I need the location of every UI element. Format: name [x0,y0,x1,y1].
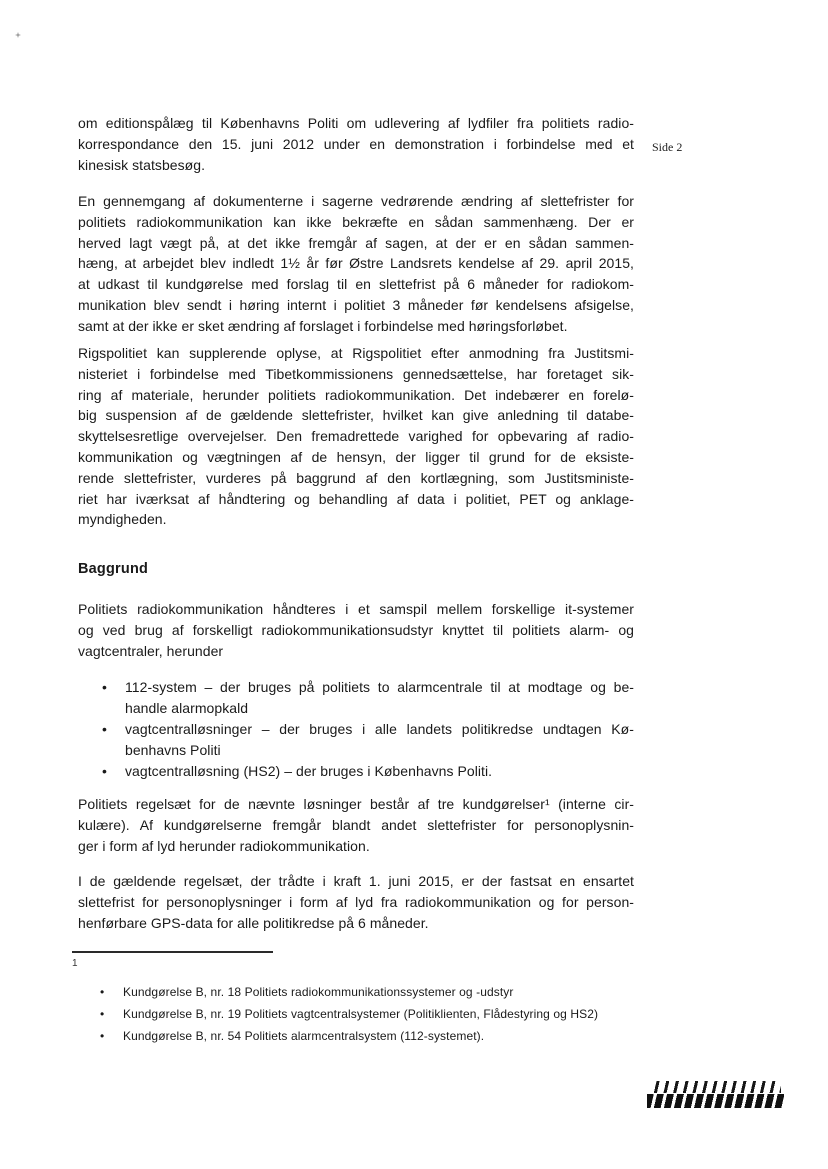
footnote-item-text: Kundgørelse B, nr. 54 Politiets alarmcentralsystem (112-systemet). [123,1029,485,1043]
list-item-text: • vagtcentralløsning (HS2) – der bruges i Københavns Politi. [125,763,493,779]
paragraph-edition-order: om editionspålæg til Københavns Politi om udlevering af lydfiler fra politiets radio- korrespondance den 15. juni 2012 under en demonstration i forbindelse med et kinesisk statsbesøg. [78,115,634,173]
paragraph-deletion-deadline: I de gældende regelsæt, der trådte i kraft 1. juni 2015, er der fastsat en ensartet slettefrist for personoplysninger i form af lyd fra radiokommunikation og for person- henførbare GPS-data for alle politikredse på 6 måneder. [78,873,634,931]
footnote-list [78,981,678,1047]
footnote-marker: 1 [72,958,78,969]
page-number-note: Side 2 [652,140,683,154]
list-item-vagtcentral-hs2 [78,761,634,782]
systems-bullet-list [78,677,634,782]
list-item-text: • vagtcentralløsninger – der bruges i alle landets politikredse undtagen Kø- benhavns Politi [125,721,634,758]
section-heading-baggrund: Baggrund [78,561,149,577]
hatch-thin-row [650,1081,781,1093]
footnote-item [78,981,678,1003]
footnote-separator [72,951,273,953]
footnote-item-text: Kundgørelse B, nr. 18 Politiets radiokommunikationssystemer og -udstyr [123,985,514,999]
paragraph-radio-systems-intro: Politiets radiokommunikation håndteres i et samspil mellem forskellige it-systemer og ved brug af forskelligt radiokommunikationsudstyr knyttet til politiets alarm- og vagtcentraler, herunder [78,601,634,659]
scan-artifact-speck [15,32,21,38]
list-item-vagtcentral-solutions [78,719,634,761]
paragraph-rigspolitiet-supplement: Rigspolitiet kan supplerende oplyse, at Rigspolitiet efter anmodning fra Justitsmi- nisteriet i forbindelse med Tibetkommissionens gennedsættelse, har foretaget sik- ring af materiale, herunder politiets radiokommunikation. Det indebærer en forelø- big suspension af de gældende slettefrister, hvilket kan give anledning til databe- skyttelsesretlige overvejelser. Den fremadrettede varighed for opbevaring af radio- kommunikation og vægtningen af de hensyn, der ligger til grund for de eksiste- rende slettefrister, vurderes på baggrund af den kortlægning, som Justitsministe- riet har iværksat af håndtering og behandling af data i politiet, PET og anklage- myndigheden. [78,345,634,528]
paragraph-review-conclusion: En gennemgang af dokumenterne i sagerne vedrørende ændring af slettefrister for politiets radiokommunikation kan ikke bekræfte en sådan sammenhæng. Der er herved lagt vægt på, at det ikke fremgår af sagen, at der er en sådan sammen- hæng, at arbejdet blev indledt 1½ år før Østre Landsrets kendelse af 29. april 2015, at udkast til kundgørelse med forslag til en slettefrist på 6 måneder for radiokom- munikation blev sendt i høring internt i politiet 3 måneder før kendelsens afsigelse, samt at der ikke er sket ændring af forslaget i forbindelse med høringsforløbet. [78,193,634,334]
hatch-thick-row [647,1094,784,1108]
footnote-item-text: Kundgørelse B, nr. 19 Politiets vagtcentralsystemer (Politiklienten, Flådestyring og HS2) [123,1007,599,1021]
footnote-item [78,1003,678,1025]
list-item-text: • 112-system – der bruges på politiets to alarmcentrale til at modtage og be- handle alarmopkald [125,679,634,716]
footnote-item [78,1025,678,1047]
list-item-112-system [78,677,634,719]
paragraph-regulations: Politiets regelsæt for de nævnte løsninger består af tre kundgørelser¹ (interne cir- kulære). Af kundgørelserne fremgår blandt andet slettefrister for personoplysnin- ger i form af lyd herunder radiokommunikation. [78,796,634,854]
hatch-mark-icon [647,1081,784,1108]
